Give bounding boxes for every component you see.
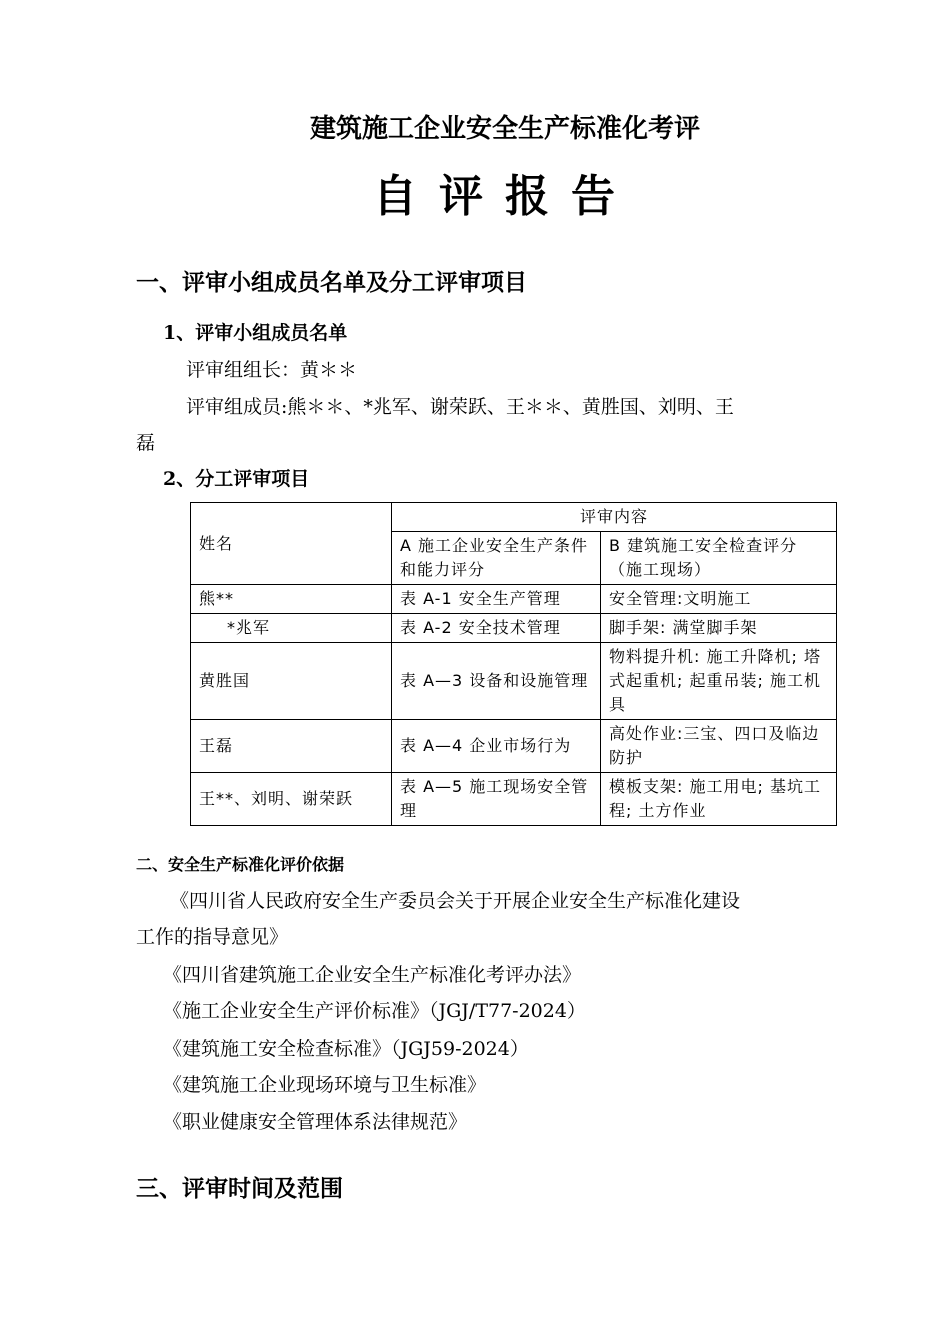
- members-heading: 1、评审小组成员名单: [163, 322, 348, 344]
- header-b-scope: （施工现场）: [609, 560, 712, 579]
- document-title: 建筑施工企业安全生产标准化考评: [309, 114, 700, 144]
- document-subtitle: 自评报告: [373, 171, 637, 222]
- row-b: 高处作业:三宝、四口及临边防护: [601, 720, 837, 773]
- row-name: 王**、刘明、谢荣跃: [191, 773, 392, 826]
- row-b: 安全管理:文明施工: [601, 585, 837, 614]
- basis-item: 《四川省人民政府安全生产委员会关于开展企业安全生产标准化建设: [170, 890, 741, 912]
- row-a: 表 A—4 企业市场行为: [392, 720, 601, 773]
- row-name: 王磊: [191, 720, 392, 773]
- row-a: 表 A-1 安全生产管理: [392, 585, 601, 614]
- row-name: 熊**: [191, 585, 392, 614]
- assignment-table: [190, 502, 837, 826]
- section2-heading: 二、安全生产标准化评价依据: [136, 855, 345, 874]
- row-b: 脚手架: 满堂脚手架: [601, 614, 837, 643]
- row-a: 表 A—5 施工现场安全管理: [392, 773, 601, 826]
- table-row: [191, 614, 837, 643]
- table-row: [191, 643, 837, 720]
- basis-item: 《建筑施工企业现场环境与卫生标准》: [163, 1074, 487, 1096]
- team-members-continued: 磊: [136, 432, 156, 454]
- section3-heading: 三、评审时间及范围: [136, 1175, 343, 1202]
- header-name: 姓名: [191, 503, 392, 585]
- table-row: [191, 773, 837, 826]
- row-a: 表 A-2 安全技术管理: [392, 614, 601, 643]
- header-a: A 施工企业安全生产条件和能力评分: [392, 532, 601, 585]
- team-leader: 评审组组长：黄＊＊: [186, 359, 358, 381]
- basis-item: 《职业健康安全管理体系法律规范》: [163, 1111, 468, 1133]
- table-row: [191, 720, 837, 773]
- basis-item: 《四川省建筑施工企业安全生产标准化考评办法》: [163, 964, 582, 986]
- header-b-label: B 建筑施工安全检查评分: [609, 536, 798, 555]
- basis-item: 《建筑施工安全检查标准》（JGJ59-2024）: [163, 1038, 529, 1060]
- section1-heading: 一、评审小组成员名单及分工评审项目: [136, 269, 527, 296]
- basis-item-continued: 工作的指导意见》: [136, 926, 289, 948]
- table-row: [191, 585, 837, 614]
- team-members: 评审组成员:熊＊＊、*兆军、谢荣跃、王＊＊、黄胜国、刘明、王: [186, 396, 734, 418]
- row-a: 表 A—3 设备和设施管理: [392, 643, 601, 720]
- header-b: [601, 532, 837, 585]
- table-header-row: [191, 503, 837, 532]
- assignment-heading: 2、分工评审项目: [163, 468, 310, 490]
- row-name: *兆军: [191, 614, 392, 643]
- row-name: 黄胜国: [191, 643, 392, 720]
- basis-item: 《施工企业安全生产评价标准》（JGJ/T77-2024）: [163, 1000, 586, 1022]
- row-b: 物料提升机: 施工升降机; 塔式起重机; 起重吊装; 施工机具: [601, 643, 837, 720]
- row-b: 模板支架: 施工用电; 基坑工程; 土方作业: [601, 773, 837, 826]
- header-content: 评审内容: [392, 503, 837, 532]
